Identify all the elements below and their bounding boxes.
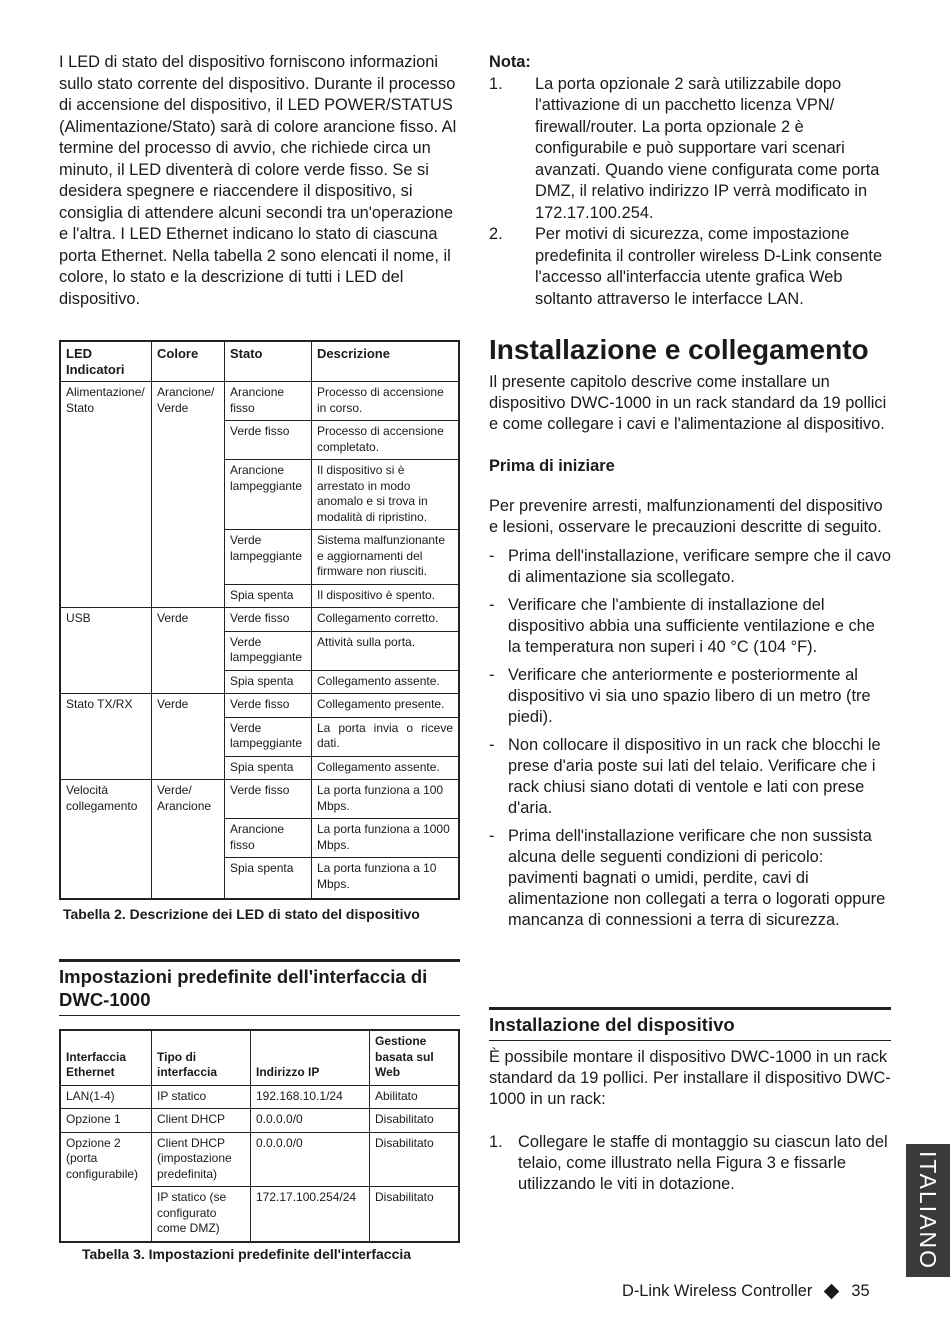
- list-item: [489, 595, 891, 658]
- page-number: 35: [851, 1282, 870, 1300]
- table-3-caption: Tabella 3. Impostazioni predefinite dell'interfaccia: [82, 1246, 412, 1262]
- led-state-cell: Verde fisso: [225, 780, 312, 819]
- led-name-cell: Stato TX/RX: [60, 694, 152, 780]
- list-dash: -: [489, 666, 495, 684]
- table-header-row: [60, 1030, 459, 1085]
- list-item: [489, 546, 891, 588]
- list-item: [489, 224, 891, 310]
- led-name-cell: USB: [60, 608, 152, 694]
- led-desc-cell: Processo di accensione in corso.: [312, 382, 460, 421]
- list-text: Per motivi di sicurezza, come impostazione predefinita il controller wireless D-Link consente l'accesso all'interfaccia utente grafica Web soltanto attraverso le interfacce LAN.: [535, 225, 883, 308]
- led-desc-cell: La porta funziona a 10 Mbps.: [312, 858, 460, 900]
- table-cell: LAN(1-4): [60, 1085, 152, 1109]
- led-color-cell: Verde: [152, 608, 225, 694]
- table-row: [60, 694, 459, 718]
- led-color-cell: Arancione/ Verde: [152, 382, 225, 608]
- led-desc-cell: La porta invia o riceve dati.: [312, 717, 460, 756]
- led-name-cell: Alimentazione/ Stato: [60, 382, 152, 608]
- led-desc-cell: Processo di accensione completato.: [312, 421, 460, 460]
- list-item: [489, 665, 891, 728]
- prima-heading: Prima di iniziare: [489, 457, 615, 475]
- led-color-cell: Verde/ Arancione: [152, 780, 225, 900]
- led-state-cell: Spia spenta: [225, 584, 312, 608]
- table-cell: 0.0.0.0/0: [251, 1109, 370, 1133]
- led-name-cell: Velocità collegamento: [60, 780, 152, 900]
- install-body: [489, 372, 891, 938]
- table-row: [60, 1085, 459, 1109]
- led-state-cell: Verde lampeggiante: [225, 717, 312, 756]
- list-text: Non collocare il dispositivo in un rack che blocchi le prese d'aria poste sui lati del telaio. Verificare che i rack chiusi siano dotati di ventole e lati con prese d'aria.: [508, 736, 881, 817]
- table-cell: IP statico: [152, 1085, 251, 1109]
- step-text: Collegare le staffe di montaggio su ciascun lato del telaio, come illustrato nella Figura 3 e fissarle utilizzando le viti in dotazione.: [518, 1133, 888, 1193]
- list-text: Prima dell'installazione, verificare sempre che il cavo di alimentazione sia scollegato.: [508, 547, 892, 586]
- list-item: [489, 74, 891, 225]
- diamond-icon: [824, 1284, 840, 1300]
- footer-product: D-Link Wireless Controller: [622, 1282, 813, 1300]
- led-state-cell: Verde lampeggiante: [225, 530, 312, 585]
- defaults-section-heading: Impostazioni predefinite dell'interfaccia di DWC-1000: [59, 959, 460, 1016]
- led-status-table: [59, 340, 460, 900]
- led-desc-cell: Collegamento assente.: [312, 670, 460, 694]
- table-2-caption: Tabella 2. Descrizione dei LED di stato del dispositivo: [63, 906, 420, 922]
- led-state-cell: Verde lampeggiante: [225, 631, 312, 670]
- table-cell: Disabilitato: [370, 1132, 460, 1187]
- table-cell: Opzione 1: [60, 1109, 152, 1133]
- device-install-body: [489, 1047, 891, 1195]
- table-header-cell: Stato: [225, 341, 312, 382]
- table-header-cell: Gestione basata sul Web: [370, 1030, 460, 1085]
- table-header-cell: Tipo di interfaccia: [152, 1030, 251, 1085]
- device-install-intro: È possibile montare il dispositivo DWC-1000 in un rack standard da 19 pollici. Per installare il dispositivo DWC-1000 in un rack:: [489, 1048, 891, 1108]
- table-row: [60, 382, 459, 421]
- install-intro: Il presente capitolo descrive come installare un dispositivo DWC-1000 in un rack standard da 19 pollici e come collegare i cavi e l'alimentazione al dispositivo.: [489, 373, 887, 433]
- led-state-cell: Spia spenta: [225, 756, 312, 780]
- install-step: [489, 1132, 888, 1195]
- list-text: Verificare che l'ambiente di installazione del dispositivo abbia una sufficiente ventilazione e che la temperatura non superi i 40 °C (104 °F).: [508, 596, 875, 656]
- table-cell: IP statico (se configurato come DMZ): [152, 1187, 251, 1242]
- led-state-cell: Verde fisso: [225, 694, 312, 718]
- table-row: [60, 608, 459, 632]
- led-state-cell: Spia spenta: [225, 858, 312, 900]
- list-text: Verificare che anteriormente e posteriormente al dispositivo vi sia uno spazio libero di un metro (tre piedi).: [508, 666, 871, 726]
- device-install-heading: Installazione del dispositivo: [489, 1007, 891, 1041]
- led-color-cell: Verde: [152, 694, 225, 780]
- table-cell: Abilitato: [370, 1085, 460, 1109]
- led-desc-cell: Il dispositivo si è arrestato in modo anomalo e si trova in modalità di ripristino.: [312, 460, 460, 530]
- list-dash: -: [489, 736, 495, 754]
- note-title: Nota:: [489, 53, 531, 71]
- language-tab-label: ITALIANO: [915, 1150, 942, 1271]
- led-desc-cell: Collegamento presente.: [312, 694, 460, 718]
- list-text: La porta opzionale 2 sarà utilizzabile dopo l'attivazione di un pacchetto licenza VPN/ firewall/router. La porta opzionale 2 è configurabile e può supportare vari scenari avanzati. Quando viene configurata come porta DMZ, il relativo indirizzo IP verrà modificato in 172.17.100.254.: [535, 74, 880, 222]
- language-tab: [906, 1144, 950, 1277]
- table-header-row: [60, 341, 459, 382]
- precautions-list: [489, 546, 891, 931]
- list-dash: -: [489, 547, 495, 565]
- right-column: [489, 52, 891, 310]
- note-list: [489, 74, 891, 311]
- led-desc-cell: Sistema malfunzionante e aggiornamenti del firmware non riusciti.: [312, 530, 460, 585]
- list-dash: -: [489, 596, 495, 614]
- table-cell: Opzione 2 (porta configurabile): [60, 1132, 152, 1242]
- list-number: 1.: [489, 74, 503, 93]
- led-desc-cell: Collegamento assente.: [312, 756, 460, 780]
- table-cell: Client DHCP (impostazione predefinita): [152, 1132, 251, 1187]
- led-state-cell: Verde fisso: [225, 421, 312, 460]
- list-dash: -: [489, 827, 495, 845]
- interface-defaults-table: [59, 1029, 460, 1243]
- step-number: 1.: [489, 1133, 503, 1151]
- table-header-cell: LED Indicatori: [60, 341, 152, 382]
- table-cell: 192.168.10.1/24: [251, 1085, 370, 1109]
- table-row: [60, 1132, 459, 1187]
- led-state-cell: Arancione fisso: [225, 382, 312, 421]
- table-row: [60, 1109, 459, 1133]
- led-state-cell: Verde fisso: [225, 608, 312, 632]
- left-column: [59, 52, 459, 310]
- list-item: [489, 826, 891, 931]
- list-item: [489, 735, 891, 819]
- table-cell: Client DHCP: [152, 1109, 251, 1133]
- table-cell: Disabilitato: [370, 1187, 460, 1242]
- table-row: [60, 780, 459, 819]
- table-header-cell: Colore: [152, 341, 225, 382]
- led-desc-cell: Il dispositivo è spento.: [312, 584, 460, 608]
- intro-paragraph: I LED di stato del dispositivo forniscono informazioni sullo stato corrente del dispositivo. Durante il processo di accensione del dispositivo, il LED POWER/STATUS (Alimentazione/Stato) sarà di colore arancione fisso. Al termine del processo di avvio, che richiede circa un minuto, il LED diventerà di colore verde fisso. Se si desidera spegnere e riaccendere il dispositivo, si consiglia di attendere alcuni secondi tra un'operazione e l'altra. I LED Ethernet indicano lo stato di ciascuna porta Ethernet. Nella tabella 2 sono elencati il nome, il colore, lo stato e la descrizione di tutti i LED del dispositivo.: [59, 53, 457, 308]
- table-cell: 0.0.0.0/0: [251, 1132, 370, 1187]
- table-header-cell: Indirizzo IP: [251, 1030, 370, 1085]
- prima-intro: Per prevenire arresti, malfunzionamenti del dispositivo e lesioni, osservare le precauzioni descritte di seguito.: [489, 497, 883, 536]
- led-desc-cell: Attività sulla porta.: [312, 631, 460, 670]
- led-desc-cell: Collegamento corretto.: [312, 608, 460, 632]
- table-cell: Disabilitato: [370, 1109, 460, 1133]
- install-heading: Installazione e collegamento: [489, 334, 869, 365]
- table-cell: 172.17.100.254/24: [251, 1187, 370, 1242]
- led-desc-cell: La porta funziona a 1000 Mbps.: [312, 819, 460, 858]
- page-footer: [622, 1281, 870, 1302]
- table-header-cell: Descrizione: [312, 341, 460, 382]
- led-desc-cell: La porta funziona a 100 Mbps.: [312, 780, 460, 819]
- led-state-cell: Arancione fisso: [225, 819, 312, 858]
- led-state-cell: Arancione lampeggiante: [225, 460, 312, 530]
- led-state-cell: Spia spenta: [225, 670, 312, 694]
- list-text: Prima dell'installazione verificare che non sussista alcuna delle seguenti condizioni di pericolo: pavimenti bagnati o umidi, perdite, cavi di alimentazione non collegati a terra o logorati oppure mancanza di connessioni a terra di sicurezza.: [508, 827, 886, 929]
- table-header-cell: Interfaccia Ethernet: [60, 1030, 152, 1085]
- list-number: 2.: [489, 225, 503, 243]
